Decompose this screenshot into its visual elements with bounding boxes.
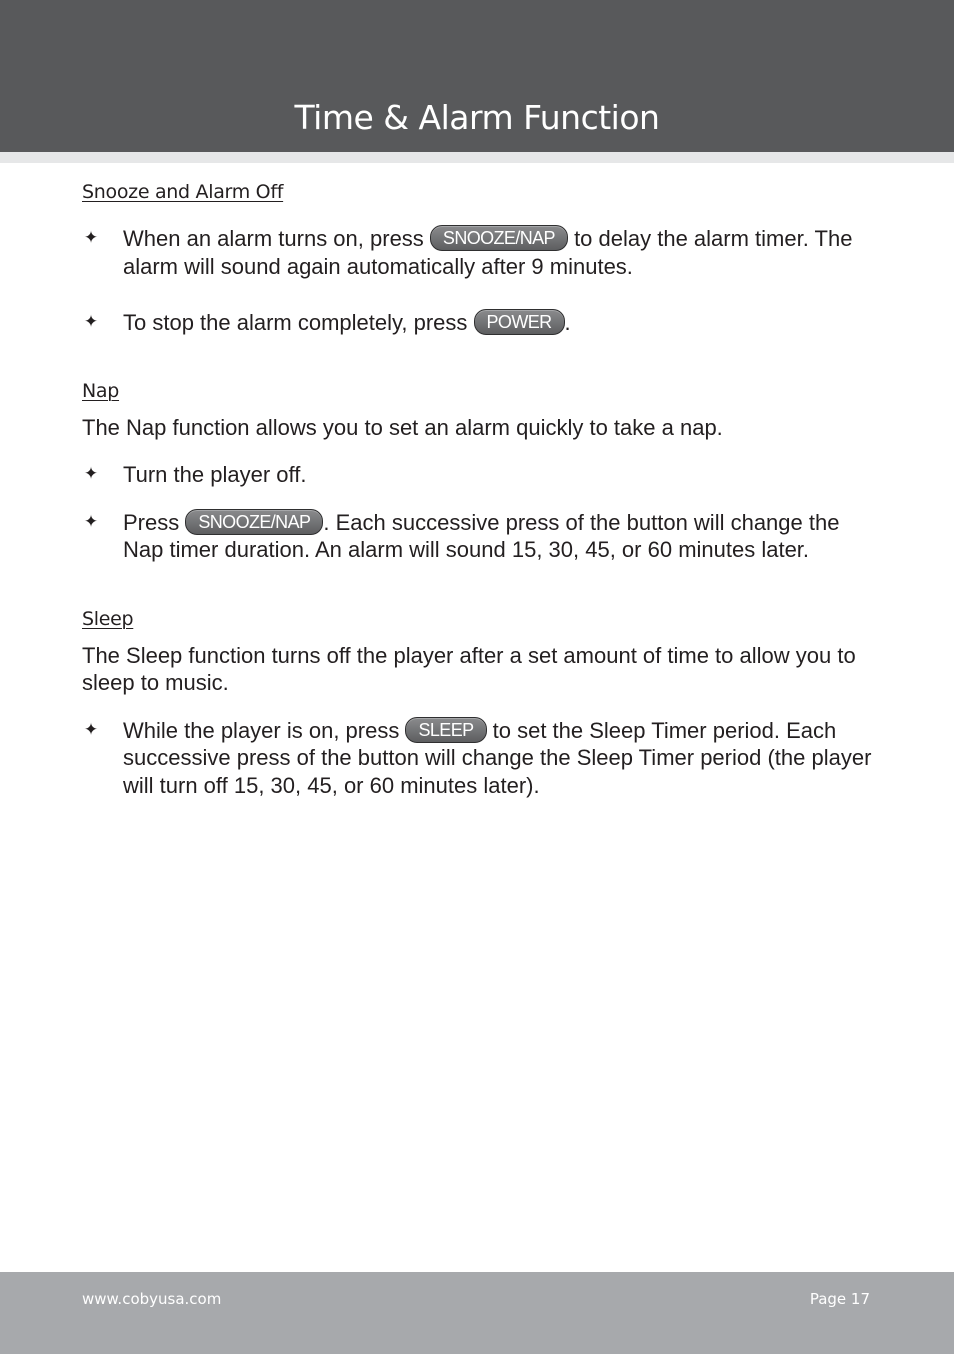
header-stripe [0,152,954,163]
footer-bar [0,1272,954,1354]
bullet-text: When an alarm turns on, press [123,226,430,251]
star-bullet-icon: ✦ [83,719,99,740]
star-bullet-icon: ✦ [83,228,99,248]
bullet-text: Press [123,509,186,535]
bullet-stop-alarm [82,309,882,337]
section-heading-snooze: Snooze and Alarm Off [82,181,284,203]
bullet-text: . Each successive press of the button will change the Nap timer duration. An alarm will sound 15, 30, 45, or 60 minutes later. [123,509,840,562]
snooze-nap-key: SNOOZE/NAP [430,225,568,251]
footer-website: www.cobyusa.com [82,1290,222,1308]
section-heading-sleep: Sleep [82,607,134,630]
sleep-key: SLEEP [405,717,486,743]
bullet-text: Turn the player off. [123,462,307,487]
bullet-turn-off [82,461,882,489]
sleep-intro: The Sleep function turns off the player after a set amount of time to allow you to sleep to music. [82,642,856,695]
bullet-text: to delay the alarm timer. The alarm will sound again automatically after 9 minutes. [123,226,853,279]
nap-intro: The Nap function allows you to set an alarm quickly to take a nap. [82,414,723,440]
footer-page-number: Page 17 [809,1290,870,1308]
bullet-text: While the player is on, press [123,717,406,743]
section-heading-nap: Nap [82,379,120,402]
bullet-press-nap [82,509,882,564]
bullet-sleep-timer [82,717,882,800]
bullet-text: to set the Sleep Timer period. Each successive press of the button will change the Sleep Timer period (the player will turn off 15, 30, 45, or 60 minutes later). [123,717,872,798]
star-bullet-icon: ✦ [83,464,99,484]
bullet-snooze-delay [82,225,882,280]
bullet-text: . [564,310,571,335]
page-title: Time & Alarm Function [294,98,660,137]
bullet-text: To stop the alarm completely, press [123,310,474,335]
star-bullet-icon: ✦ [83,511,99,532]
power-key: POWER [474,309,565,335]
star-bullet-icon: ✦ [83,312,99,332]
snooze-nap-key: SNOOZE/NAP [185,509,323,535]
content [82,178,882,799]
